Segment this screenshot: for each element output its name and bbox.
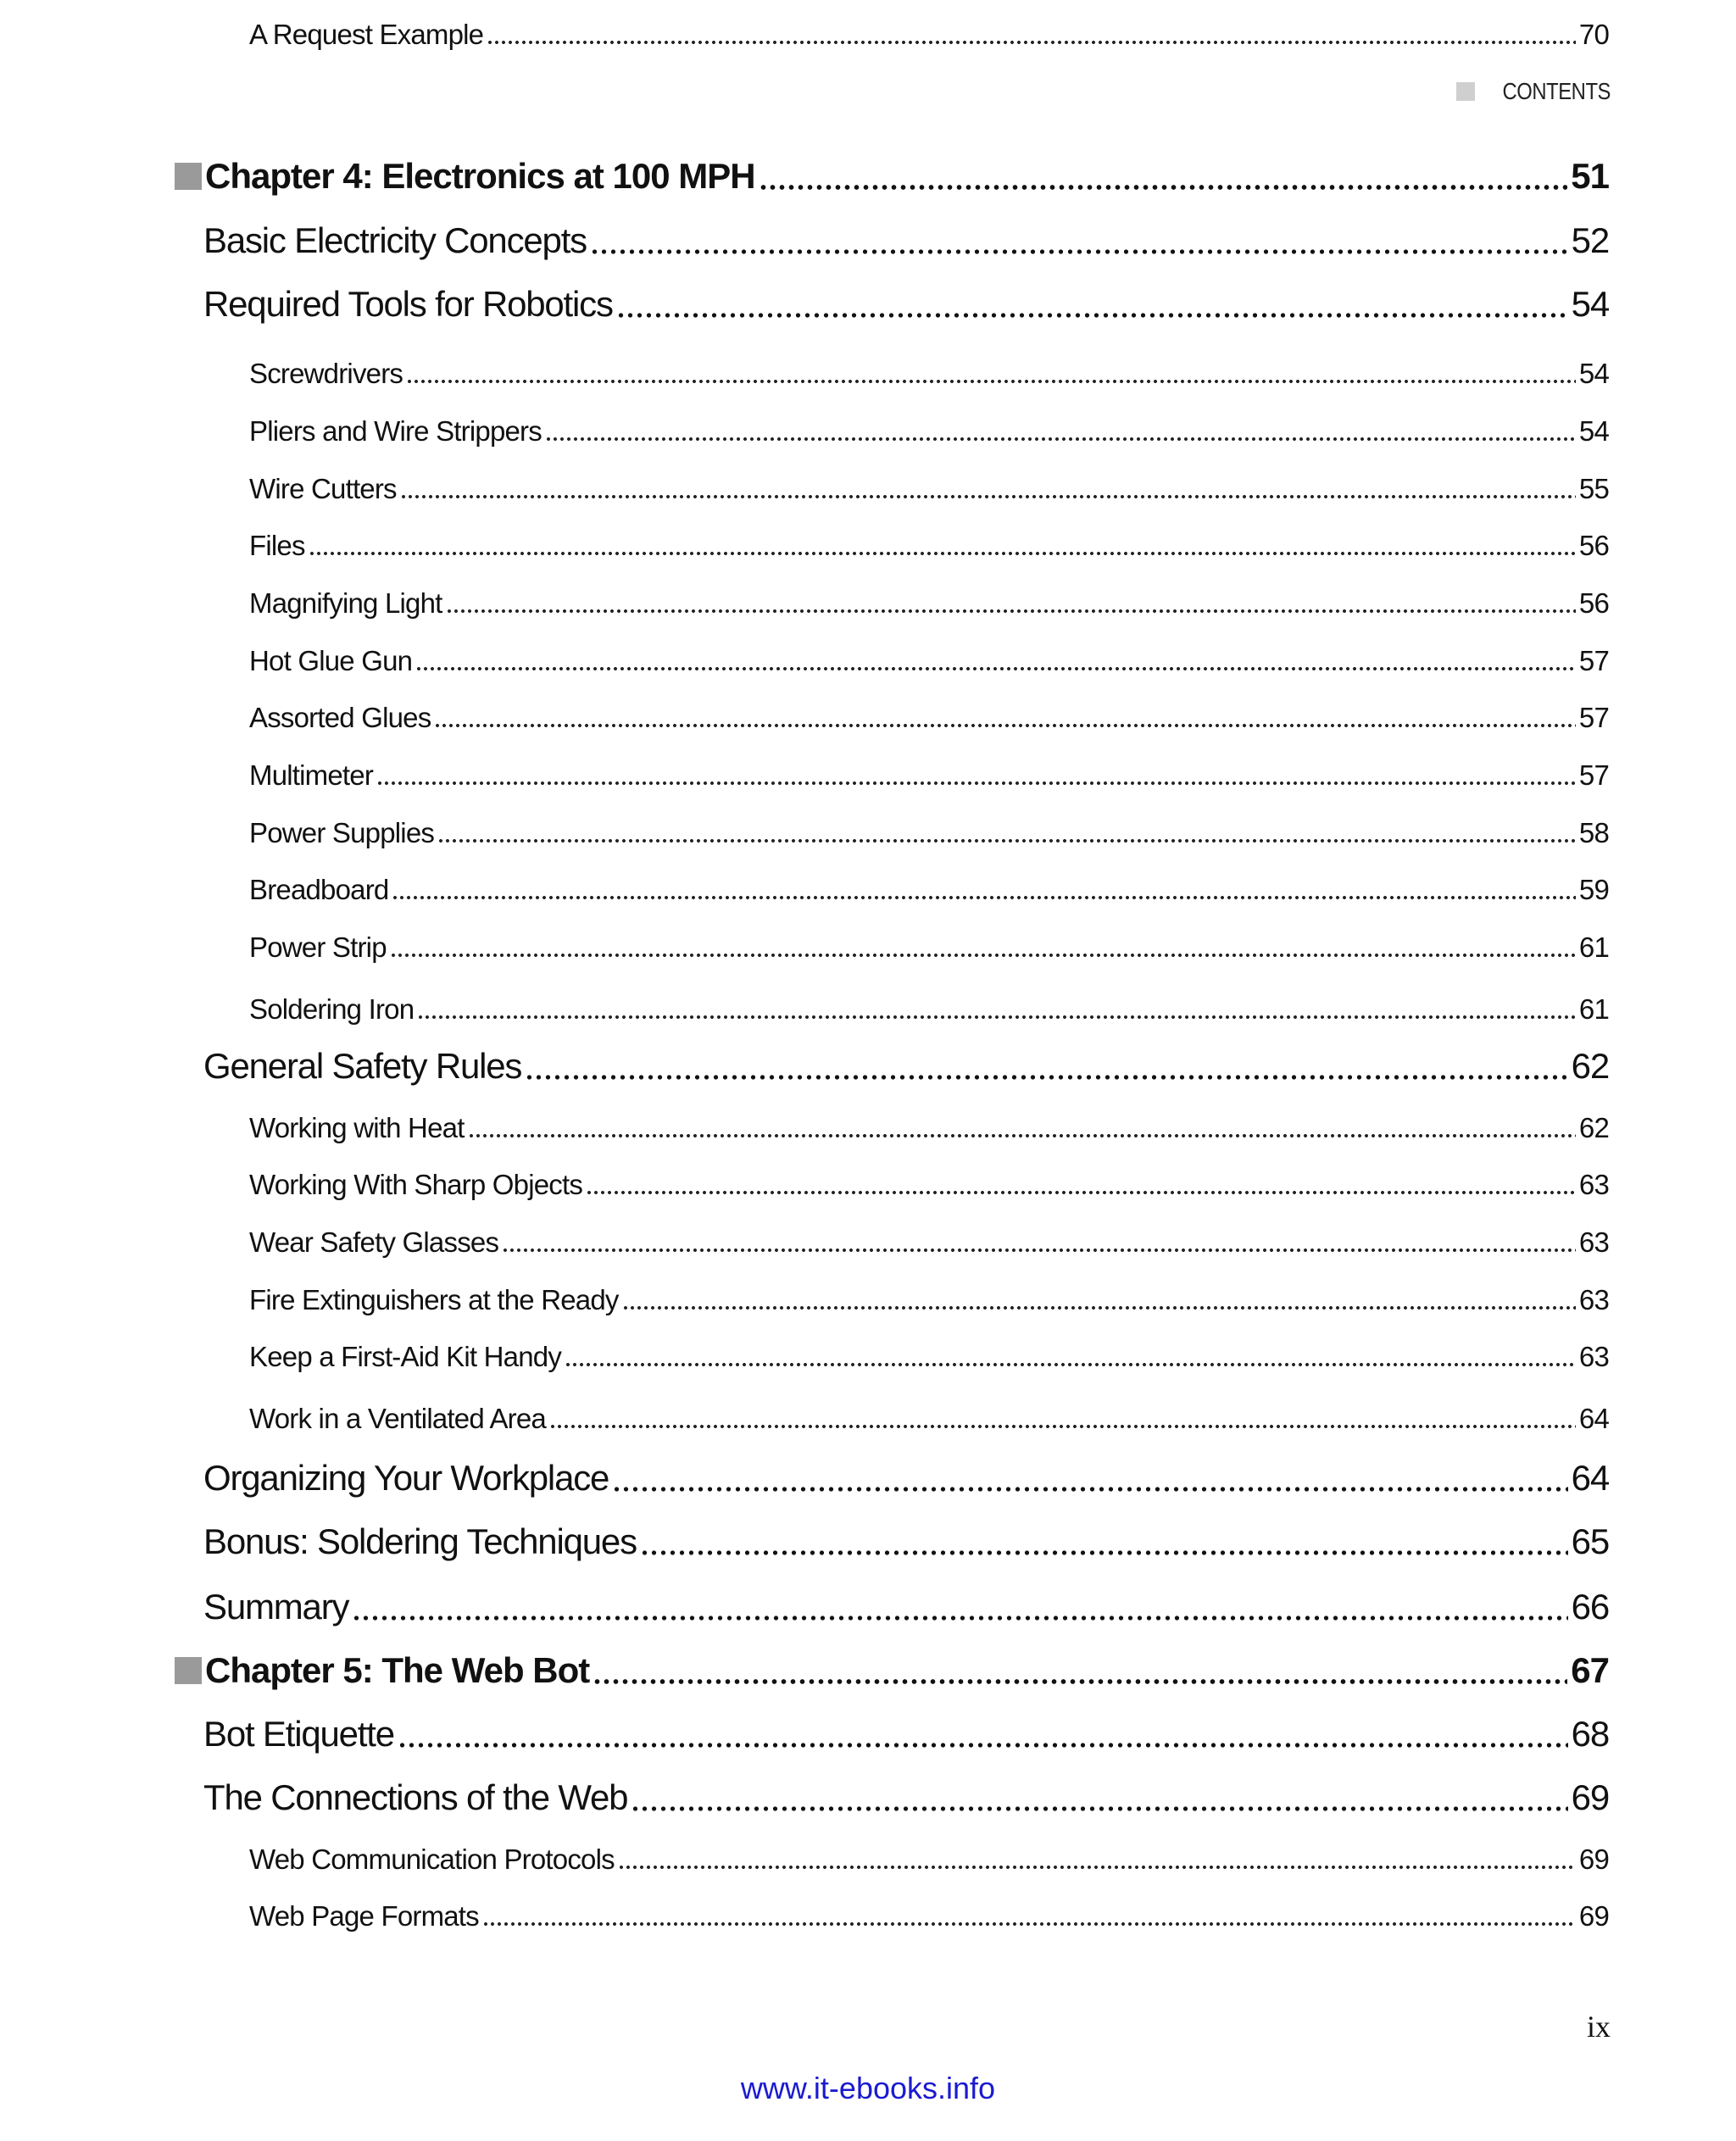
- toc-entry-page: 61: [1578, 931, 1609, 963]
- toc-entry-chapter[interactable]: [0, 1640, 1736, 1691]
- toc-entry-page: 52: [1571, 220, 1609, 260]
- toc-entry-title: Working with Heat: [249, 1112, 465, 1143]
- toc-entry-page: 56: [1578, 587, 1609, 619]
- toc-entry-title-wrap: [249, 1112, 465, 1144]
- footer-link[interactable]: www.it-ebooks.info: [740, 2071, 996, 2105]
- toc-entry-page: 69: [1578, 1900, 1609, 1932]
- toc-entry-section[interactable]: [0, 274, 1736, 325]
- toc-entry-sub[interactable]: [0, 1882, 1736, 1932]
- toc-entry-title-wrap: [249, 1843, 615, 1876]
- toc-entry-title: Wear Safety Glasses: [249, 1226, 499, 1258]
- toc-entry-title: Chapter 5: The Web Bot: [205, 1650, 590, 1690]
- dot-leader: [622, 1304, 1576, 1312]
- toc-entry-title-wrap: [249, 587, 442, 620]
- toc-entry-title: Magnifying Light: [249, 587, 442, 619]
- toc-entry-section[interactable]: [0, 1767, 1736, 1818]
- dot-leader: [482, 1920, 1576, 1928]
- toc-entry-title: Pliers and Wire Strippers: [249, 415, 542, 447]
- toc-entry-title-wrap: [249, 473, 397, 505]
- toc-entry-page: 64: [1571, 1458, 1609, 1498]
- page-number: ix: [1586, 2010, 1611, 2044]
- toc-entry-section[interactable]: [0, 1036, 1736, 1087]
- dot-leader: [618, 1863, 1576, 1871]
- toc-entry-title: Wire Cutters: [249, 473, 397, 504]
- toc-entry-title: Web Page Formats: [249, 1900, 479, 1932]
- toc-entry-title-wrap: [203, 284, 613, 325]
- toc-entry-page: 62: [1578, 1112, 1609, 1143]
- header-label: CONTENTS: [1502, 78, 1611, 104]
- toc-entry-title-wrap: [203, 1587, 348, 1627]
- dot-leader: [446, 607, 1576, 615]
- toc-entry-title-wrap: [203, 1458, 609, 1499]
- toc-entry-page: 63: [1578, 1341, 1609, 1372]
- toc-entry-page: 56: [1578, 530, 1609, 561]
- toc-entry-page: 62: [1571, 1046, 1609, 1086]
- chapter-marker-square: [175, 1657, 202, 1684]
- toc-entry-sub[interactable]: [0, 683, 1736, 734]
- toc-entry-page: 64: [1578, 1403, 1609, 1434]
- toc-entry-page: 59: [1578, 874, 1609, 905]
- toc-entry-sub[interactable]: [0, 1825, 1736, 1876]
- toc-entry-sub[interactable]: [0, 1208, 1736, 1259]
- toc-entry-sub[interactable]: [0, 855, 1736, 906]
- toc-entry-page: 63: [1578, 1226, 1609, 1258]
- dot-leader: [406, 377, 1576, 386]
- toc-entry-title-wrap: [249, 415, 542, 448]
- toc-entry-title: Screwdrivers: [249, 358, 403, 389]
- toc-entry-title-wrap: [203, 1046, 521, 1087]
- toc-entry-title-wrap: [249, 702, 431, 734]
- toc-entry-title-wrap: [249, 1169, 582, 1201]
- dot-leader: [415, 665, 1576, 673]
- toc-entry-page: 69: [1571, 1777, 1609, 1817]
- dot-leader: [400, 492, 1576, 501]
- toc-entry-section[interactable]: [0, 210, 1736, 261]
- toc-entry-sub[interactable]: [0, 741, 1736, 792]
- toc-entry-page: 70: [1578, 19, 1609, 50]
- toc-entry-section[interactable]: [0, 1448, 1736, 1499]
- toc-entry-page: 68: [1571, 1714, 1609, 1754]
- toc-entry-sub[interactable]: [0, 1150, 1736, 1201]
- toc-entry-title-wrap: [249, 1403, 546, 1435]
- toc-entry-sub[interactable]: [0, 0, 1736, 51]
- dot-leader: [417, 1013, 1576, 1021]
- toc-entry-page: 66: [1571, 1587, 1609, 1627]
- toc-entry-title: A Request Example: [249, 19, 484, 50]
- dot-leader: [631, 1805, 1567, 1813]
- toc-entry-title: Chapter 4: Electronics at 100 MPH: [205, 156, 755, 196]
- dot-leader: [487, 38, 1576, 47]
- toc-entry-title: Files: [249, 530, 305, 561]
- toc-entry-title: Fire Extinguishers at the Ready: [249, 1284, 619, 1315]
- toc-entry-title-wrap: [203, 1777, 627, 1818]
- toc-entry-title-wrap: [249, 19, 483, 51]
- toc-entry-title: Keep a First-Aid Kit Handy: [249, 1341, 562, 1372]
- toc-entry-section[interactable]: [0, 1511, 1736, 1562]
- toc-entry-title-wrap: [249, 358, 403, 390]
- toc-entry-title: Work in a Ventilated Area: [249, 1403, 546, 1434]
- toc-entry-title: General Safety Rules: [203, 1046, 522, 1086]
- toc-entry-page: 54: [1571, 284, 1609, 324]
- toc-entry-sub[interactable]: [0, 798, 1736, 849]
- toc-entry-sub[interactable]: [0, 1322, 1736, 1373]
- dot-leader: [640, 1549, 1568, 1557]
- toc-entry-page: 51: [1571, 156, 1609, 196]
- toc-entry-sub[interactable]: [0, 454, 1736, 505]
- toc-entry-sub[interactable]: [0, 569, 1736, 620]
- toc-entry-title: Required Tools for Robotics: [203, 284, 613, 324]
- toc-entry-page: 54: [1578, 415, 1609, 447]
- toc-entry-title-wrap: [203, 1714, 394, 1755]
- toc-entry-title: Web Communication Protocols: [249, 1843, 615, 1875]
- toc-entry-title: Power Supplies: [249, 817, 435, 848]
- toc-entry-title-wrap: [249, 1341, 561, 1373]
- dot-leader: [525, 1073, 1567, 1082]
- toc-entry-page: 57: [1578, 645, 1609, 676]
- toc-entry-sub[interactable]: [0, 339, 1736, 390]
- toc-entry-title-wrap: [249, 1284, 619, 1316]
- toc-entry-title-wrap: [249, 1900, 479, 1932]
- toc-entry-page: 63: [1578, 1169, 1609, 1200]
- toc-entry-title: Soldering Iron: [249, 993, 415, 1025]
- toc-entry-sub[interactable]: [0, 913, 1736, 964]
- toc-entry-title: Bot Etiquette: [203, 1714, 394, 1754]
- toc-entry-title-wrap: [175, 1650, 589, 1691]
- toc-entry-title-wrap: [249, 1226, 498, 1259]
- dot-leader: [437, 837, 1576, 845]
- toc-entry-page: 54: [1578, 358, 1609, 389]
- dot-leader: [612, 1485, 1567, 1493]
- toc-entry-page: 69: [1578, 1843, 1609, 1875]
- dot-leader: [352, 1614, 1567, 1622]
- toc-entry-title: Power Strip: [249, 931, 387, 963]
- toc-entry-section[interactable]: [0, 1704, 1736, 1755]
- toc-entry-sub[interactable]: [0, 397, 1736, 448]
- toc-entry-page: 63: [1578, 1284, 1609, 1315]
- toc-entry-sub[interactable]: [0, 511, 1736, 562]
- dot-leader: [376, 779, 1576, 787]
- toc-entry-page: 67: [1571, 1650, 1609, 1690]
- toc-entry-sub[interactable]: [0, 626, 1736, 677]
- toc-entry-title: Organizing Your Workplace: [203, 1458, 609, 1498]
- toc-entry-title: Basic Electricity Concepts: [203, 220, 587, 260]
- dot-leader: [616, 311, 1568, 320]
- toc-entry-sub[interactable]: [0, 1265, 1736, 1316]
- toc-entry-title: Assorted Glues: [249, 702, 431, 733]
- toc-entry-chapter[interactable]: [0, 146, 1736, 197]
- toc-entry-title: Bonus: Soldering Techniques: [203, 1521, 637, 1561]
- toc-entry-page: 57: [1578, 759, 1609, 791]
- toc-entry-title-wrap: [203, 1521, 637, 1562]
- toc-entry-title-wrap: [249, 530, 305, 562]
- toc-entry-sub[interactable]: [0, 975, 1736, 1026]
- dot-leader: [759, 183, 1568, 192]
- toc-entry-title: Multimeter: [249, 759, 374, 791]
- dot-leader: [502, 1246, 1576, 1254]
- toc-entry-page: 57: [1578, 702, 1609, 733]
- dot-leader: [549, 1422, 1576, 1431]
- toc-entry-title-wrap: [175, 156, 755, 197]
- dot-leader: [545, 435, 1576, 443]
- toc-entry-title: Working With Sharp Objects: [249, 1169, 583, 1200]
- toc-entry-title: Hot Glue Gun: [249, 645, 413, 676]
- toc-entry-page: 65: [1571, 1521, 1609, 1561]
- toc-entry-sub[interactable]: [0, 1093, 1736, 1144]
- dot-leader: [565, 1360, 1576, 1369]
- toc-entry-title-wrap: [249, 759, 373, 792]
- toc-entry-title: Breadboard: [249, 874, 389, 905]
- dot-leader: [392, 893, 1575, 902]
- toc-entry-title-wrap: [249, 993, 414, 1026]
- dot-leader: [398, 1741, 1568, 1749]
- dot-leader: [593, 1677, 1567, 1686]
- toc-entry-title-wrap: [249, 874, 388, 906]
- chapter-marker-square: [175, 163, 202, 190]
- toc-entry-sub[interactable]: [0, 1384, 1736, 1435]
- toc-entry-page: 58: [1578, 817, 1609, 848]
- toc-entry-page: 55: [1578, 473, 1609, 504]
- toc-entry-section[interactable]: [0, 1577, 1736, 1627]
- dot-leader: [390, 951, 1576, 959]
- dot-leader: [586, 1188, 1576, 1197]
- toc-entry-title-wrap: [249, 931, 387, 964]
- toc-entry-page: 61: [1578, 993, 1609, 1025]
- toc-entry-title-wrap: [203, 220, 587, 261]
- dot-leader: [309, 549, 1576, 558]
- dot-leader: [590, 247, 1568, 256]
- toc-entry-title-wrap: [249, 645, 412, 677]
- toc-entry-title: The Connections of the Web: [203, 1777, 628, 1817]
- dot-leader: [434, 721, 1575, 730]
- toc-entry-title: Summary: [203, 1587, 349, 1627]
- dot-leader: [468, 1132, 1576, 1140]
- toc-entry-title-wrap: [249, 817, 434, 849]
